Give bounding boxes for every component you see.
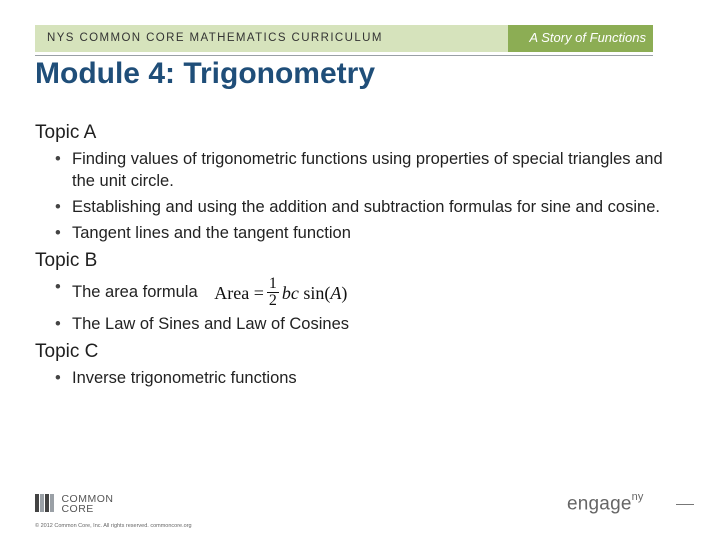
formula-sin: sin( xyxy=(303,282,331,303)
story-label: A Story of Functions xyxy=(529,30,646,45)
topic-a-heading: Topic A xyxy=(35,122,97,143)
area-formula xyxy=(214,276,347,309)
copyright-notice: © 2012 Common Core, Inc. All rights reserved. commoncore.org xyxy=(35,523,192,529)
footer-divider xyxy=(676,504,694,505)
story-badge xyxy=(508,25,653,52)
formula-denominator: 2 xyxy=(268,292,277,309)
formula-variables: bc xyxy=(281,282,299,303)
engageny-logo xyxy=(567,493,644,515)
list-item: • Inverse trigonometric functions xyxy=(55,367,675,389)
page-title: Module 4: Trigonometry xyxy=(35,57,376,90)
header-divider xyxy=(35,55,653,56)
formula-fraction xyxy=(267,276,279,309)
formula-numerator: 1 xyxy=(268,275,277,292)
topic-c-heading: Topic C xyxy=(35,341,99,362)
formula-close: ) xyxy=(341,282,348,303)
topic-c-list xyxy=(35,367,675,389)
header-bar xyxy=(35,25,653,52)
topic-b-list xyxy=(35,276,675,335)
logo-line-1: COMMON xyxy=(61,493,114,505)
list-item-area-formula xyxy=(55,276,675,309)
logo-line-2: CORE xyxy=(61,503,94,515)
topic-b-heading: Topic B xyxy=(35,250,98,271)
topic-a-list xyxy=(35,148,675,244)
engage-sup: ny xyxy=(631,491,644,503)
formula-lhs: Area = xyxy=(214,282,264,303)
list-item: • Tangent lines and the tangent function xyxy=(55,222,675,244)
formula-arg: A xyxy=(330,282,342,303)
list-item: • Finding values of trigonometric functions using properties of special triangles and the unit circle. xyxy=(55,148,675,192)
list-item: • Establishing and using the addition and subtraction formulas for sine and cosine. xyxy=(55,196,675,218)
slide-content xyxy=(35,122,675,395)
curriculum-label: NYS COMMON CORE MATHEMATICS CURRICULUM xyxy=(47,32,383,44)
area-formula-label: The area formula xyxy=(72,282,198,301)
list-item: • The Law of Sines and Law of Cosines xyxy=(55,313,675,335)
engage-text: engage xyxy=(567,493,632,515)
common-core-bars-icon xyxy=(35,494,55,517)
common-core-logo xyxy=(35,494,113,517)
common-core-logo-text xyxy=(61,494,113,514)
